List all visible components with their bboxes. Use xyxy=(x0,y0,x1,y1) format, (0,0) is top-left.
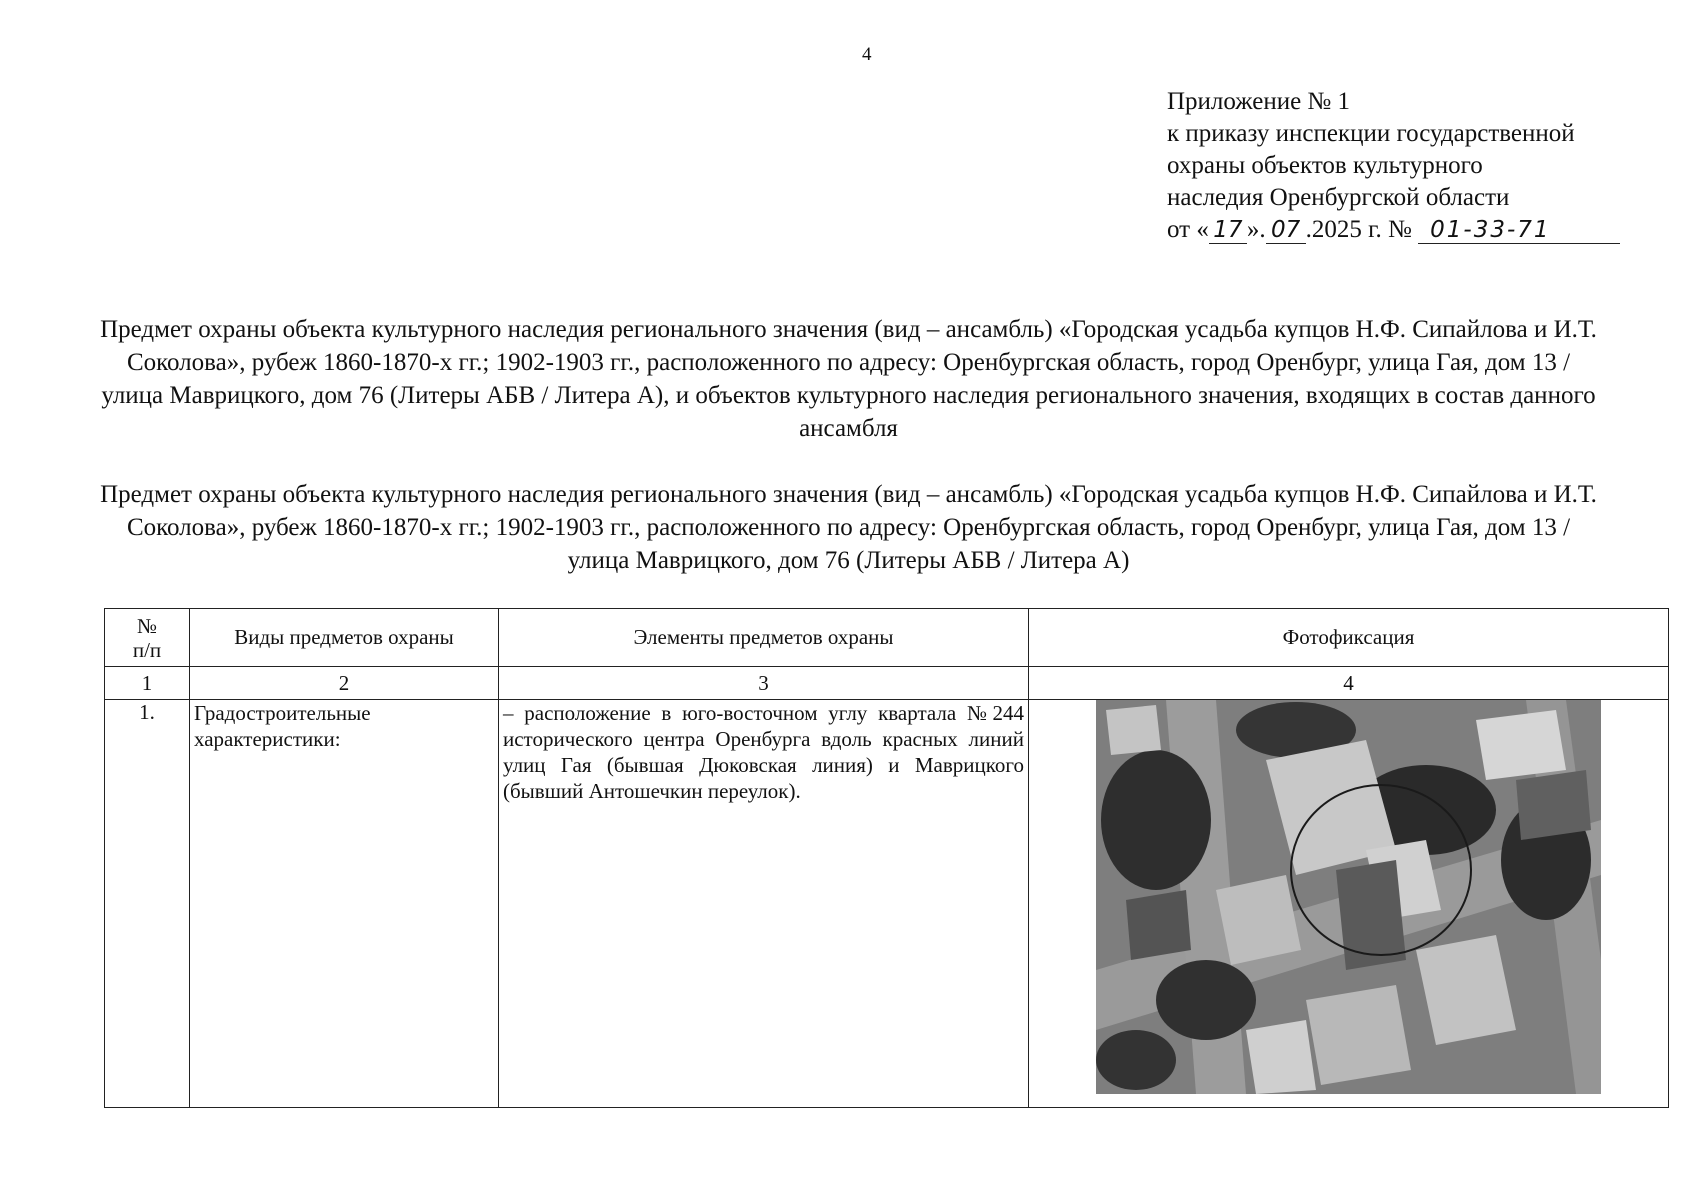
appendix-line-2: к приказу инспекции государственной xyxy=(1167,120,1575,147)
table-index-row xyxy=(105,667,1669,700)
row-elements: – расположение в юго-восточном углу квартала №244 исторического центра Оренбурга вдоль красных линий улиц Гая (бывшая Дюковская линия) и Маврицкого (бывший Антошечкин переулок). xyxy=(499,700,1029,1108)
page-number: 4 xyxy=(862,44,872,65)
table-header-row xyxy=(105,609,1669,667)
appendix-line-4: наследия Оренбургской области xyxy=(1167,184,1510,211)
date-month: 07 xyxy=(1266,217,1306,244)
header-elements: Элементы предметов охраны xyxy=(499,609,1029,667)
date-prefix: от « xyxy=(1167,216,1209,243)
header-photo: Фотофиксация xyxy=(1029,609,1669,667)
header-num-line1: № xyxy=(136,613,158,638)
appendix-title: Приложение № 1 xyxy=(1167,88,1351,115)
heading-ensemble-full: Предмет охраны объекта культурного наследия регионального значения (вид – ансамбль) «Городская усадьба купцов Н.Ф. Сипайлова и И.Т. Соколова», рубеж 1860-1870-х гг.; 1902-1903 гг., расположенного по адресу: Оренбургская область, город Оренбург, улица Гая, дом 13 / улица Маврицкого, дом 76 (Литеры АБВ / Литера А), и объектов культурного наследия регионального значения, входящих в состав данного ансамбля xyxy=(100,316,1597,442)
row-type: Градостроительные характеристики: xyxy=(190,700,499,1108)
photo-cell xyxy=(1029,700,1669,1108)
header-num xyxy=(105,609,190,667)
row-number: 1. xyxy=(105,700,190,1108)
protection-table xyxy=(104,608,1669,1108)
appendix-date-line xyxy=(1167,214,1667,246)
index-cell: 4 xyxy=(1029,667,1669,700)
header-num-line2: п/п xyxy=(132,637,162,662)
appendix-line-3: охраны объектов культурного xyxy=(1167,152,1483,179)
index-cell: 1 xyxy=(105,667,190,700)
header-type: Виды предметов охраны xyxy=(190,609,499,667)
aerial-photo-image xyxy=(1096,700,1601,1094)
date-year: .2025 г. № xyxy=(1305,216,1412,243)
aerial-photo xyxy=(1096,700,1601,1094)
appendix-block xyxy=(1167,86,1667,246)
index-cell: 2 xyxy=(190,667,499,700)
date-mid: ». xyxy=(1246,216,1266,243)
date-day: 17 xyxy=(1209,217,1247,244)
table-row xyxy=(105,700,1669,1108)
order-number: 01-33-71 xyxy=(1418,217,1620,244)
heading-ensemble: Предмет охраны объекта культурного наследия регионального значения (вид – ансамбль) «Городская усадьба купцов Н.Ф. Сипайлова и И.Т. Соколова», рубеж 1860-1870-х гг.; 1902-1903 гг., расположенного по адресу: Оренбургская область, город Оренбург, улица Гая, дом 13 / улица Маврицкого, дом 76 (Литеры АБВ / Литера А) xyxy=(100,481,1597,574)
index-cell: 3 xyxy=(499,667,1029,700)
